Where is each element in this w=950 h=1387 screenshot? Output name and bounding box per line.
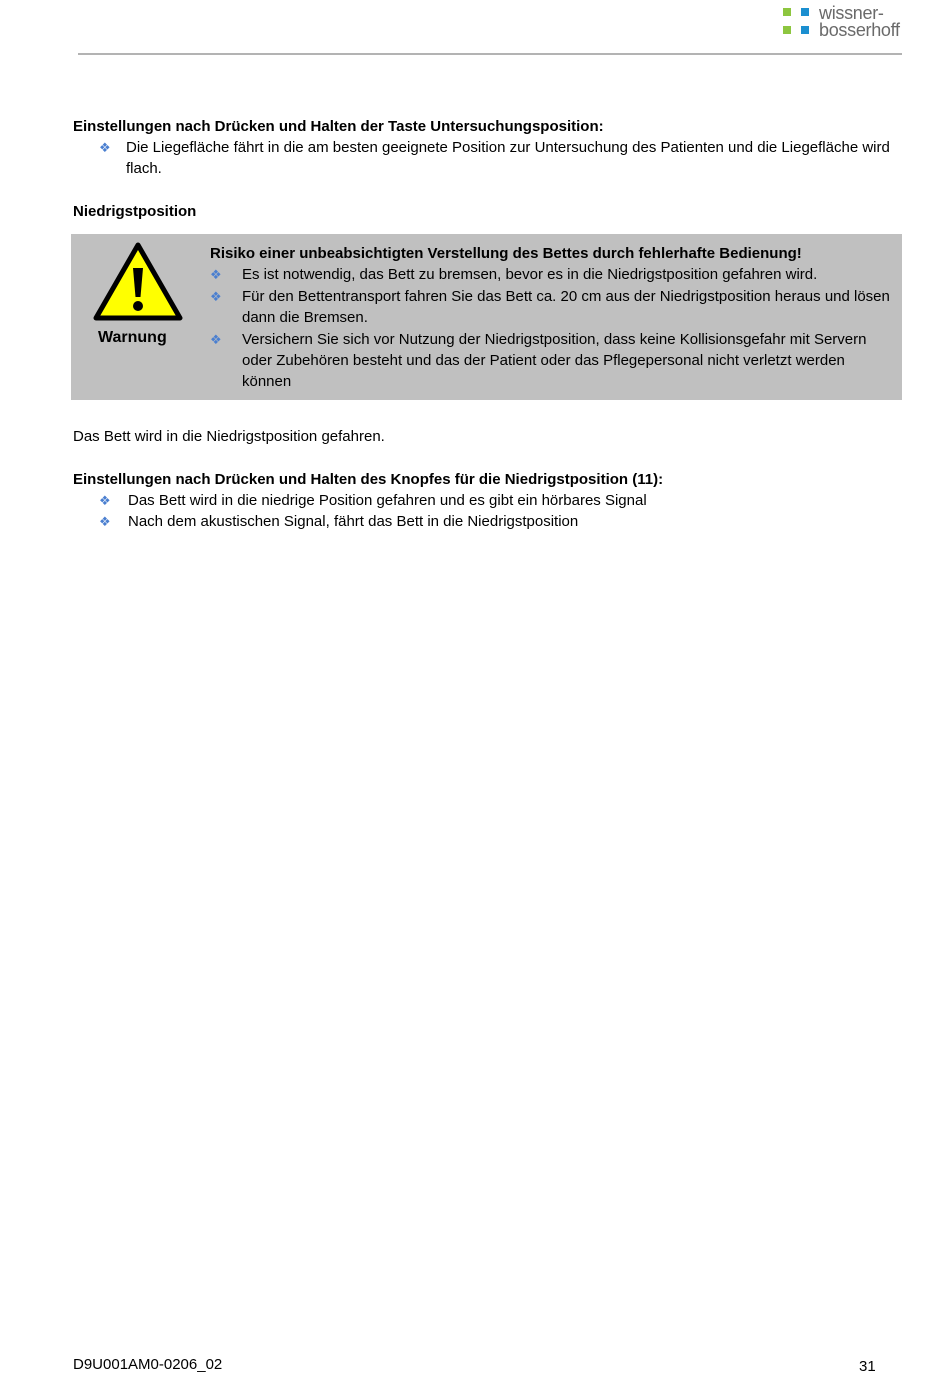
- list-item: [73, 137, 903, 179]
- diamond-bullet-icon: ❖: [210, 331, 222, 347]
- warning-bullet-list: [210, 264, 895, 392]
- company-logo: [783, 4, 913, 40]
- section-examination-position: [73, 116, 903, 179]
- paragraph-low-position: Das Bett wird in die Niedrigstposition gefahren.: [73, 428, 385, 445]
- warning-label: Warnung: [98, 329, 167, 346]
- header-divider: [78, 53, 902, 55]
- logo-text-line1: wissner-: [819, 3, 884, 23]
- bullet-list: [73, 137, 903, 179]
- section-knob-settings: [73, 469, 903, 532]
- list-item-text: Die Liegefläche fährt in die am besten geeignete Position zur Untersuchung des Patienten und die Liegefläche wird flach.: [126, 139, 890, 177]
- bullet-list: [73, 490, 903, 532]
- warning-triangle-icon: [93, 242, 183, 322]
- logo-square-green: [783, 8, 791, 16]
- diamond-bullet-icon: ❖: [99, 140, 111, 155]
- diamond-bullet-icon: ❖: [210, 288, 222, 304]
- list-item-text: Versichern Sie sich vor Nutzung der Niedrigstposition, dass keine Kollisionsgefahr mit Servern oder Zubehören besteht und das der Patient oder das Pflegepersonal nicht verletzt werden können: [242, 330, 867, 391]
- list-item: [73, 511, 903, 532]
- diamond-bullet-icon: ❖: [210, 267, 222, 283]
- warning-title: Risiko einer unbeabsichtigten Verstellung des Bettes durch fehlerhafte Bedienung!: [210, 245, 802, 262]
- logo-square-blue: [801, 26, 809, 34]
- section-heading: Einstellungen nach Drücken und Halten der Taste Untersuchungsposition:: [73, 118, 604, 135]
- section-heading-niedrigstposition: Niedrigstposition: [73, 203, 197, 220]
- list-item: [210, 264, 895, 285]
- warning-body: [210, 243, 895, 393]
- logo-square-blue: [801, 8, 809, 16]
- logo-text-line2: bosserhoff: [819, 20, 900, 40]
- diamond-bullet-icon: ❖: [99, 493, 111, 508]
- list-item: [210, 286, 895, 329]
- footer-document-id: D9U001AM0-0206_02: [73, 1356, 223, 1373]
- logo-square-green: [783, 26, 791, 34]
- warning-box: [71, 234, 902, 400]
- list-item-text: Für den Bettentransport fahren Sie das Bett ca. 20 cm aus der Niedrigstposition heraus und lösen dann die Bremsen.: [242, 287, 890, 327]
- list-item: [73, 490, 903, 511]
- page-content: [73, 116, 903, 532]
- list-item-text: Es ist notwendig, das Bett zu bremsen, bevor es in die Niedrigstposition gefahren wird.: [242, 266, 818, 284]
- list-item-text: Nach dem akustischen Signal, fährt das Bett in die Niedrigstposition: [128, 513, 579, 530]
- footer-page-number: 31: [859, 1358, 876, 1375]
- list-item: [210, 329, 895, 393]
- list-item-text: Das Bett wird in die niedrige Position gefahren und es gibt ein hörbares Signal: [128, 492, 647, 509]
- section-heading: Einstellungen nach Drücken und Halten des Knopfes für die Niedrigstposition (11):: [73, 471, 664, 488]
- diamond-bullet-icon: ❖: [99, 514, 111, 529]
